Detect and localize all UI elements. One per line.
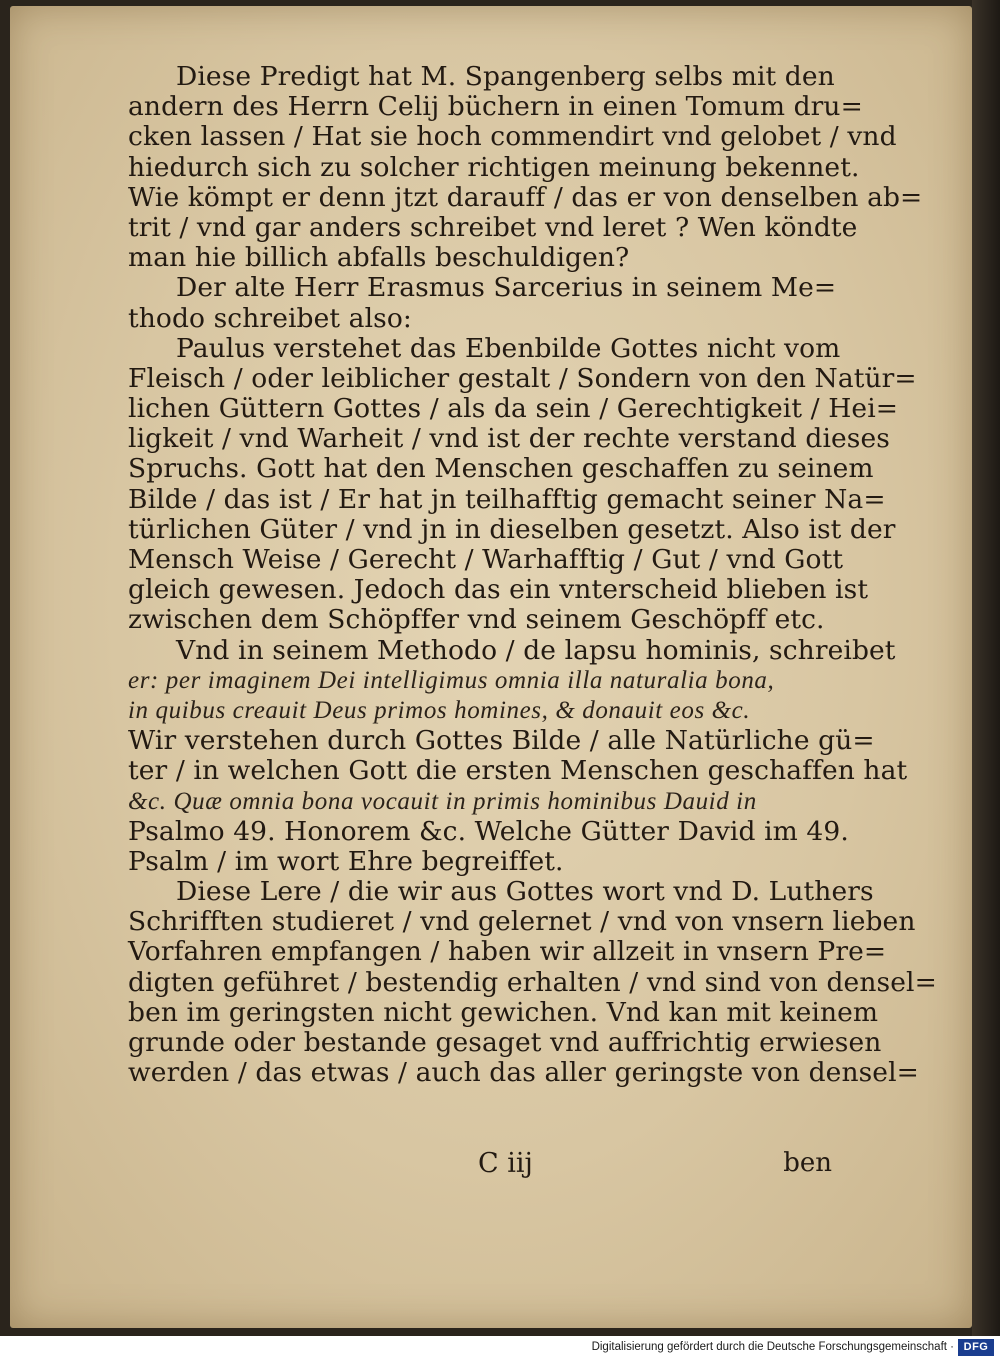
text-line: &c. Quæ omnia bona vocauit in primis hominibus Dauid in xyxy=(128,787,757,815)
signature-mark: C iij xyxy=(478,1148,533,1179)
text-line: thodo schreibet also: xyxy=(128,302,412,334)
page-text xyxy=(128,61,937,1089)
text-line: Wie kömpt er denn jtzt darauff / das er von denselben ab= xyxy=(128,181,923,213)
text-line: ben im geringsten nicht gewichen. Vnd kan mit keinem xyxy=(128,996,879,1028)
page-footer xyxy=(128,1148,848,1182)
text-line: Schrifften studieret / vnd gelernet / vnd von vnsern lieben xyxy=(128,906,916,938)
text-line: man hie billich abfalls beschuldigen? xyxy=(128,242,630,274)
text-line: Mensch Weise / Gerecht / Warhafftig / Gut / vnd Gott xyxy=(128,544,844,575)
catchword: ben xyxy=(783,1148,832,1178)
text-line: Diese Predigt hat M. Spangenberg selbs mit den xyxy=(176,61,835,92)
text-line: Psalm / im wort Ehre begreiffet. xyxy=(128,845,564,877)
text-line: ter / in welchen Gott die ersten Menschen geschaffen hat xyxy=(128,755,908,787)
text-line: Psalmo 49. Honorem &c. Welche Gütter David im 49. xyxy=(128,815,849,847)
text-line: zwischen dem Schöpffer vnd seinem Geschöpff etc. xyxy=(128,604,825,636)
text-line: Paulus verstehet das Ebenbilde Gottes nicht vom xyxy=(176,332,841,364)
text-line: Der alte Herr Erasmus Sarcerius in seinem Me= xyxy=(176,272,837,304)
credit-bar xyxy=(0,1336,1000,1360)
text-line: trit / vnd gar anders schreibet vnd leret ? Wen köndte xyxy=(128,211,858,243)
page-edge-shadow xyxy=(972,0,1000,1336)
text-line: Bilde / das ist / Er hat jn teilhafftig gemacht seiner Na= xyxy=(128,483,886,515)
text-line: cken lassen / Hat sie hoch commendirt vnd gelobet / vnd xyxy=(128,121,897,153)
dfg-logo: DFG xyxy=(958,1339,994,1356)
text-line: türlichen Güter / vnd jn in dieselben gesetzt. Also ist der xyxy=(128,513,896,545)
text-line: grunde oder bestande gesaget vnd auffrichtig erwiesen xyxy=(128,1027,882,1058)
text-line: andern des Herrn Celij büchern in einen Tomum dru= xyxy=(128,91,863,123)
text-line: ligkeit / vnd Warheit / vnd ist der rechte verstand dieses xyxy=(128,423,890,455)
text-line: Vnd in seinem Methodo / de lapsu hominis, schreibet xyxy=(176,634,896,666)
text-line: in quibus creauit Deus primos homines, & donauit eos &c. xyxy=(128,696,751,724)
text-line: digten geführet / bestendig erhalten / vnd sind von densel= xyxy=(128,966,937,998)
text-line: Spruchs. Gott hat den Menschen geschaffen zu seinem xyxy=(128,453,874,485)
text-line: Diese Lere / die wir aus Gottes wort vnd D. Luthers xyxy=(176,876,874,908)
text-line: er: per imaginem Dei intelligimus omnia illa naturalia bona, xyxy=(128,666,775,694)
text-line: Fleisch / oder leiblicher gestalt / Sondern von den Natür= xyxy=(128,362,917,394)
funding-credit: Digitalisierung gefördert durch die Deutsche Forschungsgemeinschaft · xyxy=(591,1341,954,1353)
text-line: hiedurch sich zu solcher richtigen meinung bekennet. xyxy=(128,151,860,183)
text-line: werden / das etwas / auch das aller geringste von densel= xyxy=(128,1057,919,1089)
text-line: Vorfahren empfangen / haben wir allzeit in vnsern Pre= xyxy=(128,936,887,968)
text-line: lichen Güttern Gottes / als da sein / Gerechtigkeit / Hei= xyxy=(128,393,899,425)
text-line: Wir verstehen durch Gottes Bilde / alle Natürliche gü= xyxy=(128,725,875,757)
text-line: gleich gewesen. Jedoch das ein vnterscheid blieben ist xyxy=(128,574,869,606)
